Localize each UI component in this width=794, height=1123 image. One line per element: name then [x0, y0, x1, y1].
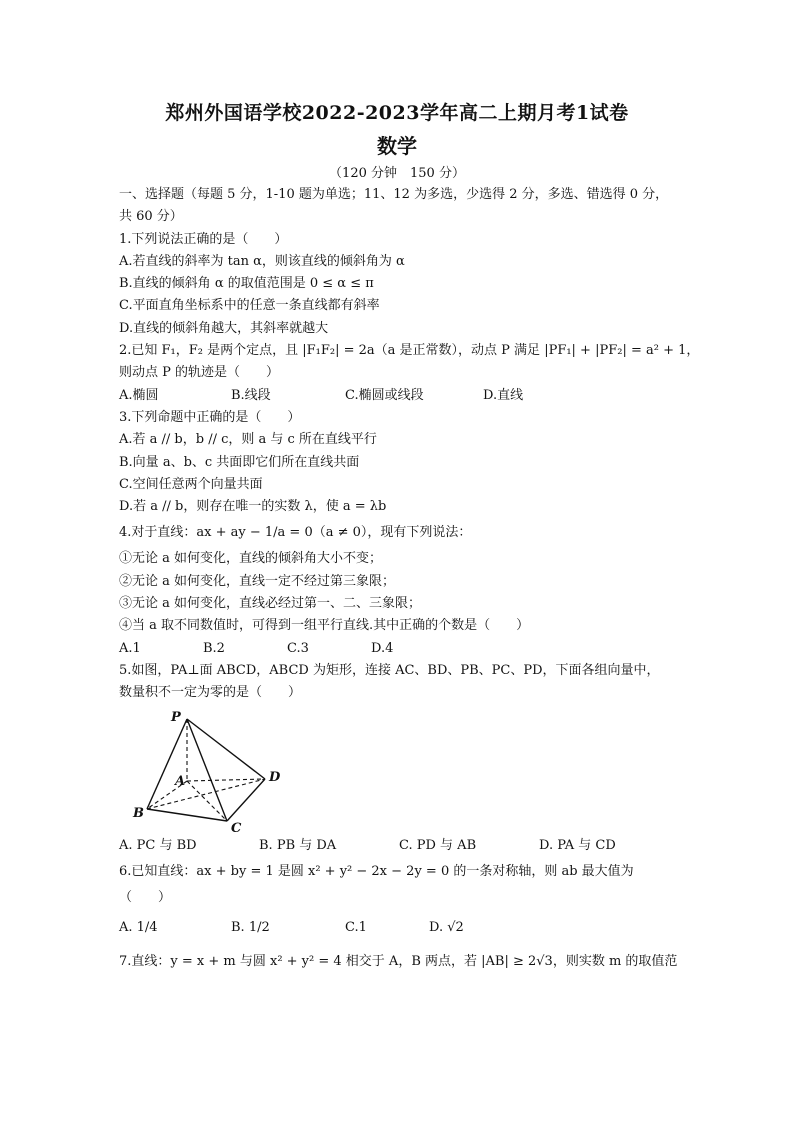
q5-option-b: B. PB 与 DA — [259, 837, 337, 853]
q1-option-b: B.直线的倾斜角 α 的取值范围是 0 ≤ α ≤ π — [119, 276, 374, 292]
edge-ad — [187, 779, 265, 781]
q1-option-a: A.若直线的斜率为 tan α，则该直线的倾斜角为 α — [119, 253, 405, 269]
q3-option-c: C.空间任意两个向量共面 — [119, 476, 263, 492]
q2-option-a: A.椭圆 — [119, 387, 159, 403]
diag-bd — [147, 779, 265, 809]
label-a: A — [175, 773, 186, 789]
q4-stem: 4.对于直线：ax + ay − 1/a = 0（a ≠ 0），现有下列说法： — [119, 525, 472, 541]
edge-cd — [227, 779, 265, 821]
q1-option-d: D.直线的倾斜角越大，其斜率就越大 — [119, 320, 329, 336]
pyramid-diagram — [129, 705, 299, 835]
q2-option-b: B.线段 — [231, 387, 271, 403]
q5-stem-line2: 数量积不一定为零的是（ ） — [119, 685, 302, 701]
q6-stem-line2: （ ） — [119, 889, 172, 905]
q5-option-c: C. PD 与 AB — [399, 837, 477, 853]
section-intro-line1: 一、选择题（每题 5 分，1-10 题为单选；11、12 为多选，少选得 2 分，多选、错选得 0 分， — [119, 187, 669, 202]
subject-title: 数学 — [377, 134, 417, 158]
q2-option-d: D.直线 — [483, 387, 524, 403]
diag-ac — [187, 781, 227, 821]
label-b: B — [133, 805, 144, 821]
q2-options — [119, 385, 679, 407]
q3-stem: 3.下列命题中正确的是（ ） — [119, 409, 301, 425]
q3-option-b: B.向量 a、b、c 共面即它们所在直线共面 — [119, 454, 360, 470]
q6-option-b: B. 1/2 — [231, 920, 270, 936]
q2-option-c: C.椭圆或线段 — [345, 387, 424, 403]
q4-statement-2: ②无论 a 如何变化，直线一定不经过第三象限； — [119, 573, 396, 589]
q1-stem: 1.下列说法正确的是（ ） — [119, 231, 288, 247]
pyramid-figure — [119, 705, 679, 835]
label-d: D — [269, 769, 281, 785]
q6-option-d: D. √2 — [429, 920, 464, 936]
section-intro-line2: 共 60 分） — [119, 209, 183, 225]
exam-title: 郑州外国语学校2022-2023学年高二上期月考1试卷 — [165, 102, 629, 124]
q6-option-c: C.1 — [345, 920, 367, 936]
q5-stem-line1: 5.如图，PA⊥面 ABCD，ABCD 为矩形，连接 AC、BD、PB、PC、PD，下面各组向量中， — [119, 662, 660, 678]
q6-options — [119, 909, 679, 947]
q4-statement-1: ①无论 a 如何变化，直线的倾斜角大小不变； — [119, 551, 383, 567]
q3-option-d: D.若 a // b，则存在唯一的实数 λ，使 a = λb — [119, 499, 387, 515]
label-p: P — [171, 709, 181, 725]
q6-stem-line1: 6.已知直线：ax + by = 1 是圆 x² + y² − 2x − 2y = 0 的一条对称轴，则 ab 最大值为 — [119, 863, 634, 879]
q3-option-a: A.若 a // b，b // c，则 a 与 c 所在直线平行 — [119, 432, 377, 448]
q1-option-c: C.平面直角坐标系中的任意一条直线都有斜率 — [119, 298, 380, 314]
q4-option-b: B.2 — [203, 640, 225, 656]
q7-stem: 7.直线：y = x + m 与圆 x² + y² = 4 相交于 A，B 两点，若 |AB| ≥ 2√3，则实数 m 的取值范 — [119, 954, 678, 970]
edge-bc — [147, 809, 227, 821]
q2-stem-line2: 则动点 P 的轨迹是（ ） — [119, 365, 280, 381]
q5-option-d: D. PA 与 CD — [539, 837, 616, 853]
q6-option-a: A. 1/4 — [119, 920, 158, 936]
q4-option-d: D.4 — [371, 640, 394, 656]
q2-stem-line1: 2.已知 F₁，F₂ 是两个定点，且 |F₁F₂| = 2a（a 是正常数），动点 P 满足 |PF₁| + |PF₂| = a² + 1， — [119, 343, 700, 359]
q4-statement-3: ③无论 a 如何变化，直线必经过第一、二、三象限； — [119, 596, 422, 612]
label-c: C — [231, 820, 242, 835]
q5-options — [119, 835, 679, 857]
q4-option-a: A.1 — [119, 640, 141, 656]
q4-option-c: C.3 — [287, 640, 309, 656]
q4-statement-4: ④当 a 取不同数值时，可得到一组平行直线.其中正确的个数是（ ） — [119, 618, 530, 634]
time-score: （120 分钟 150 分） — [329, 166, 465, 181]
q5-option-a: A. PC 与 BD — [119, 837, 197, 853]
q4-options — [119, 638, 679, 660]
exam-content — [119, 184, 700, 977]
